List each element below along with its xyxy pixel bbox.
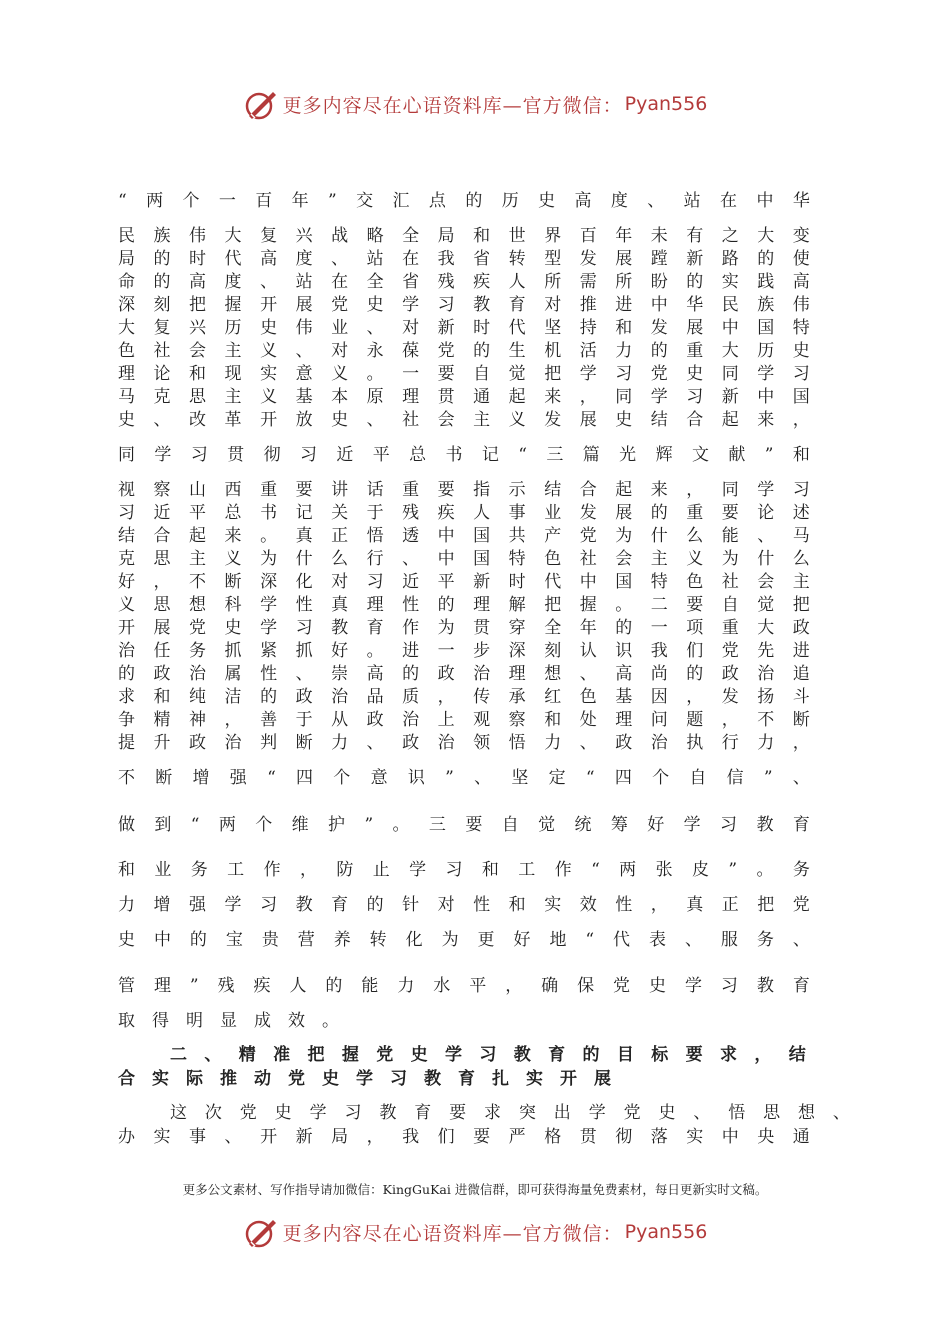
- body-line: 不 断 增 强 “ 四 个 意 识 ” 、 坚 定 “ 四 个 自 信 ” 、: [118, 768, 810, 788]
- body-line: 开 展 党 史 学 习 教 育 作 为 贯 穿 全 年 的 一 项 重 大 政: [118, 618, 810, 638]
- body-line: 结 合 起 来 。 真 正 悟 透 中 国 共 产 党 为 什 么 能 、 马: [118, 526, 810, 546]
- body-line: 克 思 主 义 为 什 么 行 、 中 国 特 色 社 会 主 义 为 什 么: [118, 549, 810, 569]
- body-line: 马 克 思 主 义 基 本 原 理 贯 通 起 来 ， 同 学 习 新 中 国: [118, 387, 810, 407]
- body-line: 同 学 习 贯 彻 习 近 平 总 书 记 “ 三 篇 光 辉 文 献 ” 和: [118, 445, 810, 465]
- body-line: 色 社 会 主 义 、 对 永 葆 党 的 生 机 活 力 的 重 大 历 史: [118, 341, 810, 361]
- body-line: 命 的 高 度 、 站 在 全 省 残 疾 人 所 需 所 盼 的 实 践 高: [118, 272, 810, 292]
- body-line: 史 中 的 宝 贵 营 养 转 化 为 更 好 地 “ 代 表 、 服 务 、: [118, 930, 810, 950]
- body-line: 好 ， 不 断 深 化 对 习 近 平 新 时 代 中 国 特 色 社 会 主: [118, 572, 810, 592]
- body-line: 视 察 山 西 重 要 讲 话 重 要 指 示 结 合 起 来 ， 同 学 习: [118, 480, 810, 500]
- body-line: 管 理 ” 残 疾 人 的 能 力 水 平 ， 确 保 党 史 学 习 教 育: [118, 976, 810, 996]
- section-heading-line-2: 合 实 际 推 动 党 史 学 习 教 育 扎 实 开 展: [118, 1069, 611, 1089]
- body-line: 治 任 务 抓 紧 抓 好 。 进 一 步 深 刻 认 识 我 们 党 先 进: [118, 641, 810, 661]
- section-heading-line-1: 二 、 精 准 把 握 党 史 学 习 教 育 的 目 标 要 求 ， 结: [170, 1045, 806, 1065]
- body-line: 的 政 治 属 性 、 崇 高 的 政 治 理 想 、 高 尚 的 政 治 追: [118, 664, 810, 684]
- body-line: 理 论 和 现 实 意 义 。 一 要 自 觉 把 学 习 党 史 同 学 习: [118, 364, 810, 384]
- body-line: 史 、 改 革 开 放 史 、 社 会 主 义 发 展 史 结 合 起 来 ，: [118, 410, 810, 430]
- body-line: 争 精 神 ， 善 于 从 政 治 上 观 察 和 处 理 问 题 ， 不 断: [118, 710, 810, 730]
- pen-logo-icon: [243, 1214, 279, 1250]
- body-line: 局 的 时 代 高 度 、 站 在 我 省 转 型 发 展 蹚 新 路 的 使: [118, 249, 810, 269]
- body-line: 民 族 伟 大 复 兴 战 略 全 局 和 世 界 百 年 未 有 之 大 变: [118, 226, 810, 246]
- paragraph-line-1: 这 次 党 史 学 习 教 育 要 求 突 出 学 党 史 、 悟 思 想 、: [170, 1103, 850, 1123]
- footer-note: 更多公文素材、写作指导请加微信：KingGuKai 进微信群，即可获得海量免费素材，每日更新实时文稿。: [182, 1182, 768, 1197]
- watermark-wechat-id: Pyan556: [624, 1221, 708, 1243]
- pen-logo-icon: [243, 86, 279, 122]
- body-line: 习 近 平 总 书 记 关 于 残 疾 人 事 业 发 展 的 重 要 论 述: [118, 503, 810, 523]
- watermark-footer: [0, 1210, 950, 1254]
- body-line: 和 业 务 工 作 ， 防 止 学 习 和 工 作 “ 两 张 皮 ” 。 务: [118, 860, 810, 880]
- watermark-header: [0, 82, 950, 126]
- body-line: 取 得 明 显 成 效 。: [118, 1011, 339, 1031]
- body-line: 求 和 纯 洁 的 政 治 品 质 ， 传 承 红 色 基 因 ， 发 扬 斗: [118, 687, 810, 707]
- paragraph-line-2: 办 实 事 、 开 新 局 ， 我 们 要 严 格 贯 彻 落 实 中 央 通: [118, 1127, 810, 1147]
- body-line: 力 增 强 学 习 教 育 的 针 对 性 和 实 效 性 ， 真 正 把 党: [118, 895, 810, 915]
- watermark-wechat-id: Pyan556: [624, 93, 708, 115]
- body-line: 义 思 想 科 学 性 真 理 性 的 理 解 把 握 。 二 要 自 觉 把: [118, 595, 810, 615]
- body-line: 提 升 政 治 判 断 力 、 政 治 领 悟 力 、 政 治 执 行 力 ，: [118, 733, 810, 753]
- watermark-text: 更多内容尽在心语资料库—官方微信：: [282, 1222, 623, 1245]
- body-line: 大 复 兴 历 史 伟 业 、 对 新 时 代 坚 持 和 发 展 中 国 特: [118, 318, 810, 338]
- body-line: 做 到 “ 两 个 维 护 ” 。 三 要 自 觉 统 筹 好 学 习 教 育: [118, 815, 810, 835]
- body-line: “ 两 个 一 百 年 ” 交 汇 点 的 历 史 高 度 、 站 在 中 华: [118, 191, 810, 211]
- watermark-text: 更多内容尽在心语资料库—官方微信：: [282, 94, 623, 117]
- body-line: 深 刻 把 握 开 展 党 史 学 习 教 育 对 推 进 中 华 民 族 伟: [118, 295, 810, 315]
